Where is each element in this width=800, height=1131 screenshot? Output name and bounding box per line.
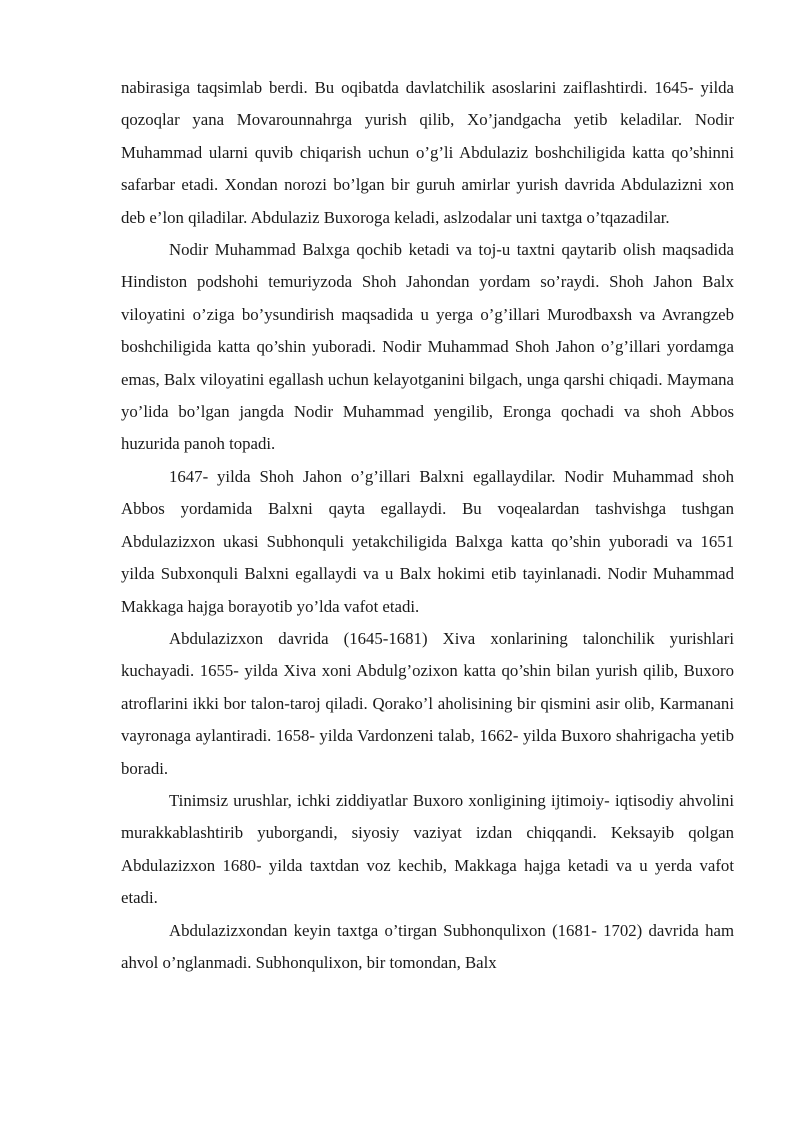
paragraph-5: Tinimsiz urushlar, ichki ziddiyatlar Buxoro xonligining ijtimoiy- iqtisodiy ahvolini murakkablashtirib yuborgandi, siyosiy vaziyat izdan chiqqandi. Keksayib qolgan Abdulazizxon 1680- yilda taxtdan voz kechib, Makkaga hajga ketadi va u yerda vafot etadi.	[121, 790, 734, 908]
paragraph-3: 1647- yilda Shoh Jahon o’g’illari Balxni egallaydilar. Nodir Muhammad shoh Abbos yordamida Balxni qayta egallaydi. Bu voqealardan tashvishga tushgan Abdulazizxon ukasi Subhonquli yetakchiligida Balxga katta qo’shin yuboradi va 1651 yilda Subxonquli Balxni egallaydi va u Balx hokimi etib tayinlanadi. Nodir Muhammad Makkaga hajga borayotib yo’lda vafot etadi.	[121, 466, 734, 616]
document-page	[121, 72, 734, 979]
paragraph-1: nabirasiga taqsimlab berdi. Bu oqibatda davlatchilik asoslarini zaiflashtirdi. 1645- yilda qozoqlar yana Movarounnahrga yurish qilib, Xo’jandgacha yetib keladilar. Nodir Muhammad ularni quvib chiqarish uchun o’g’li Abdulaziz boshchiligida katta qo’shinni safarbar etadi. Xondan norozi bo’lgan bir guruh amirlar yurish davrida Abdulazizni xon deb e’lon qiladilar. Abdulaziz Buxoroga keladi, aslzodalar uni taxtga o’tqazadilar.	[121, 78, 734, 227]
paragraph-6: Abdulazizxondan keyin taxtga o’tirgan Subhonqulixon (1681- 1702) davrida ham ahvol o’nglanmadi. Subhonqulixon, bir tomondan, Balx	[121, 920, 734, 972]
paragraph-2: Nodir Muhammad Balxga qochib ketadi va toj-u taxtni qaytarib olish maqsadida Hindiston podshohi temuriyzoda Shoh Jahondan yordam so’raydi. Shoh Jahon Balx viloyatini o’ziga bo’ysundirish maqsadida u yerga o’g’illari Murodbaxsh va Avrangzeb boshchiligida katta qo’shin yuboradi. Nodir Muhammad Shoh Jahon o’g’illari yordamga emas, Balx viloyatini egallash uchun kelayotganini bilgach, unga qarshi chiqadi. Maymana yo’lida bo’lgan jangda Nodir Muhammad yengilib, Eronga qochadi va shoh Abbos huzurida panoh topadi.	[121, 240, 734, 454]
paragraph-4: Abdulazizxon davrida (1645-1681) Xiva xonlarining talonchilik yurishlari kuchayadi. 1655- yilda Xiva xoni Abdulg’ozixon katta qo’shin bilan yurish qilib, Buxoro atroflarini ikki bor talon-taroj qiladi. Qorako’l aholisining bir qismini asir olib, Karmanani vayronaga aylantiradi. 1658- yilda Vardonzeni talab, 1662- yilda Buxoro shahrigacha yetib boradi.	[121, 628, 734, 778]
